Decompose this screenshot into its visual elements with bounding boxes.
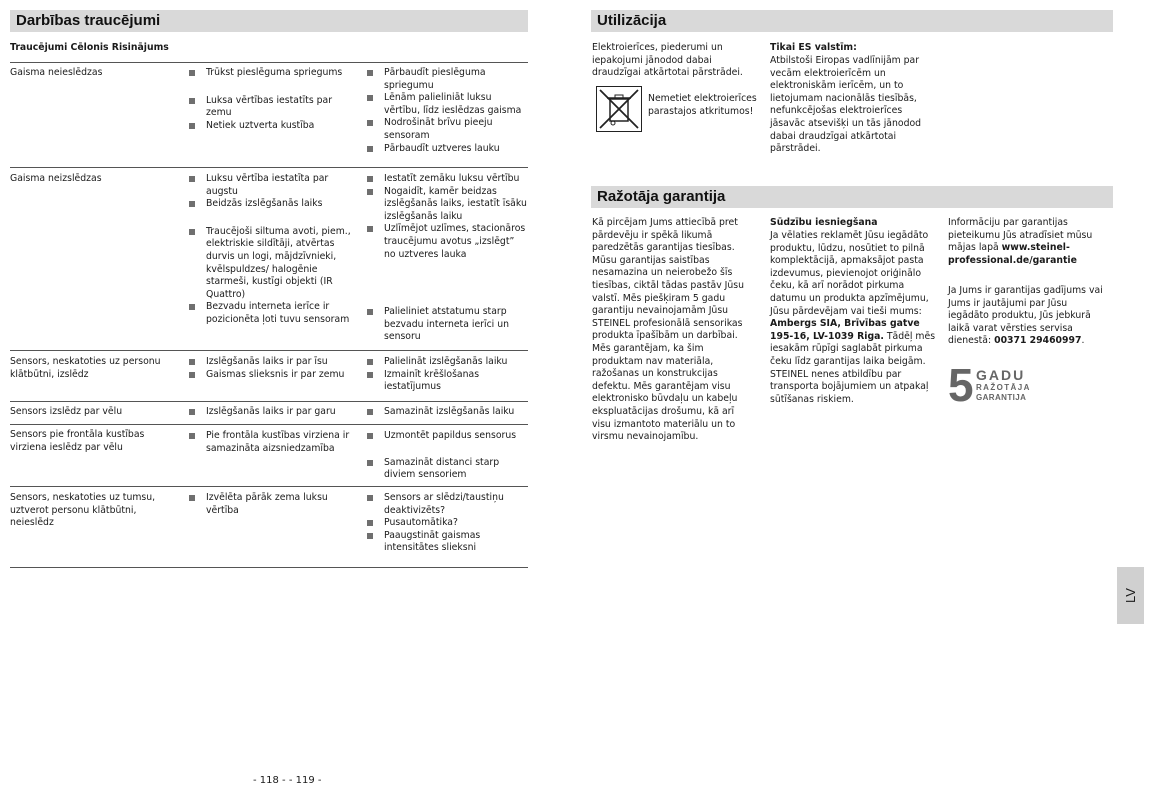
solution-item: Paaugstināt gaismas intensitātes slieksni [367,530,527,555]
solution-cell [367,356,527,394]
row-divider [10,167,528,168]
info-text [948,217,1108,267]
cause-item: Netiek uztverta kustība [189,120,359,133]
cause-cell [189,173,354,327]
solution-item: Uzlīmējot uzlīmes, stacionāros traucējumu avotus „izslēgt” no uztveres lauka [367,223,527,261]
language-tab-label: LV [1123,588,1138,603]
cause-item: Beidzās izslēgšanās laiks [189,198,354,211]
cause-cell [189,406,359,419]
warranty-url: www.steinel-professional.de/garantie [948,242,1077,266]
claim-title: Sūdzību iesniegšana [770,217,878,228]
solution-item: Lēnām palieliniāt luksu vērtību, līdz ieslēdzas gaisma [367,92,525,117]
service-phone: 00371 29460997 [994,335,1082,347]
solution-item: Samazināt distanci starp diviem sensoriem [367,457,527,482]
claim-text-b: Tādēļ mēs iesakām rūpīgi saglabāt pirkuma čeku līdz garantijas laika beigām. STEINEL nenes atbildību par transporta bojājumiem un atpakaļ sūtīšanas riskiem. [770,330,936,405]
cause-item: Izslēgšanās laiks ir par garu [189,406,359,419]
solution-item: Pārbaudīt pieslēguma spriegumu [367,67,525,92]
solution-cell [367,430,527,482]
solution-item: Nogaidīt, kamēr beidzas izslēgšanās laiks, iestatīt īsāku izslēgšanās laiku [367,186,527,224]
disposal-text: Elektroierīces, piederumi un iepakojumi jānodod dabai draudzīgai atkārtotai pārstrādei. [592,42,743,79]
eu-text: Atbilstoši Eiropas vadlīnijām par vecām elektroierīcēm un elektroniskām ierīcēm, un to lietojumam nacionālās tiesībās, nefunkcējošas elektroierīces jāsavāc atsevišķi un tās jānodod dabai draudzīgai atkārtotai pārstrādei. [770,55,922,155]
solution-item: Sensors ar slēdzi/taustiņu deaktivizēts? [367,492,527,517]
solution-cell [367,67,525,155]
warranty-title: Ražotāja garantija [591,186,1113,208]
row-divider [10,401,528,402]
disposal-title: Utilizācija [591,10,1113,32]
solution-item: Uzmontēt papildus sensorus [367,430,527,443]
cause-item: Luksu vērtība iestatīta par augstu [189,173,354,198]
table-header-rule [10,62,528,63]
fault-cell: Gaisma neieslēdzas [10,67,103,78]
claim-address: Ambergs SIA, Brīvības gatve 195-16, LV-1039 Riga. [770,318,920,342]
solution-cell [367,492,527,555]
crossed-bin-icon [596,86,642,132]
solution-item: Palieliniet atstatumu starp bezvadu interneta ierīci un sensoru [367,306,527,344]
cause-item: Bezvadu interneta ierīce ir pozicionēta ļoti tuvu sensoram [189,301,354,326]
service-text [948,285,1108,348]
cause-cell [189,356,359,381]
fault-cell: Sensors izslēdz par vēlu [10,406,123,417]
bin-caption: Nemetiet elektroierīces parastajos atkritumos! [648,93,757,117]
fault-cell: Sensors pie frontāla kustības virziena ieslēdz par vēlu [10,429,145,453]
warranty-logo [948,359,1038,411]
fault-cell: Gaisma neizslēdzas [10,173,102,184]
claim-text-a: Ja vēlaties reklamēt Jūsu iegādāto produktu, lūdzu, nosūtiet to pilnā komplektācijā, apmaksājot pasta izdevumus, pievienojot oriģinālo čeku, kā arī norādot pirkuma datumu un produkta apzīmējumu, Jūsu pārdevējam vai tieši mums: [770,230,929,317]
solution-cell [367,173,527,344]
info-text-a: Informāciju par garantijas pieteikumu Jūs atradīsiet mūsu mājas lapā [948,217,1093,254]
service-text-a: Ja Jums ir garantijas gadījums vai Jums ir jautājumi par Jūsu iegādāto produktu, Jūs jebkurā laikā varat vērsties servisa dienestā: [948,285,1103,347]
cause-cell [189,492,354,517]
solution-item: Iestatīt zemāku luksu vērtību [367,173,527,186]
troubleshooting-title: Darbības traucējumi [10,10,528,32]
row-divider [10,486,528,487]
logo-number: 5 [948,359,974,411]
solution-item: Pārbaudīt uztveres lauku [367,143,525,156]
cause-cell [189,67,359,132]
eu-title: Tikai ES valstīm: [770,42,857,53]
page-numbers: - 118 - - 119 - [253,775,322,786]
claim-text [770,230,938,406]
solution-cell [367,406,527,419]
cause-item: Luksa vērtības iestatīts par zemu [189,95,359,120]
solution-item: Palielināt izslēgšanās laiku [367,356,527,369]
cause-item: Izvēlēta pārāk zema luksu vērtība [189,492,354,517]
logo-word-2: RAŽOTĀJA [976,383,1031,392]
solution-item: Nodrošināt brīvu pieeju sensoram [367,117,525,142]
solution-item: Samazināt izslēgšanās laiku [367,406,527,419]
cause-item: Izslēgšanās laiks ir par īsu [189,356,359,369]
row-divider [10,350,528,351]
cause-item: Trūkst pieslēguma spriegums [189,67,359,80]
table-bottom-rule [10,567,528,568]
solution-item: Izmainīt krēšlošanas iestatījumus [367,369,527,394]
fault-cell: Sensors, neskatoties uz personu klātbūtni, izslēdz [10,356,161,380]
language-tab [1117,567,1144,624]
table-header: Traucējumi Cēlonis Risinājums [10,42,169,53]
logo-word-1: GADU [976,367,1026,383]
solution-item: Pusautomātika? [367,517,527,530]
cause-item: Traucējoši siltuma avoti, piem., elektriskie sildītāji, atvērtas durvis un logi, mājdzīvnieki, kvēlspuldzes/ halogēnie starmeši, kustīgi objekti (IR Quattro) [189,226,354,302]
fault-cell: Sensors, neskatoties uz tumsu, uztverot personu klātbūtni, neieslēdz [10,492,156,529]
service-end: . [1081,335,1085,347]
logo-word-3: GARANTIJA [976,393,1027,402]
warranty-col-1: Kā pircējam Jums attiecībā pret pārdevēju ir spēkā likumā paredzētās garantijas tiesības. Mūsu garantijas saistības nesamazina un neierobežo šīs tiesības, ciktāl tādas pastāv Jūsu valstī. Mēs piešķiram 5 gadu garantiju nevainojamām Jūsu STEINEL profesionālā sensorikas produkta īpašībām un darbībai. Mēs garantējam, ka šim produktam nav materiāla, ražošanas un konstrukcijas defektu. Mēs garantējam visu elektronisko būvdaļu un kabeļu ekspluatācijas drošumu, kā arī visu izmantoto materiālu un to virsmu nevainojamību. [592,217,745,443]
cause-item: Gaismas slieksnis ir par zemu [189,369,359,382]
cause-cell [189,430,359,455]
cause-item: Pie frontāla kustības virziena ir samazināta aizsniedzamība [189,430,359,455]
row-divider [10,424,528,425]
